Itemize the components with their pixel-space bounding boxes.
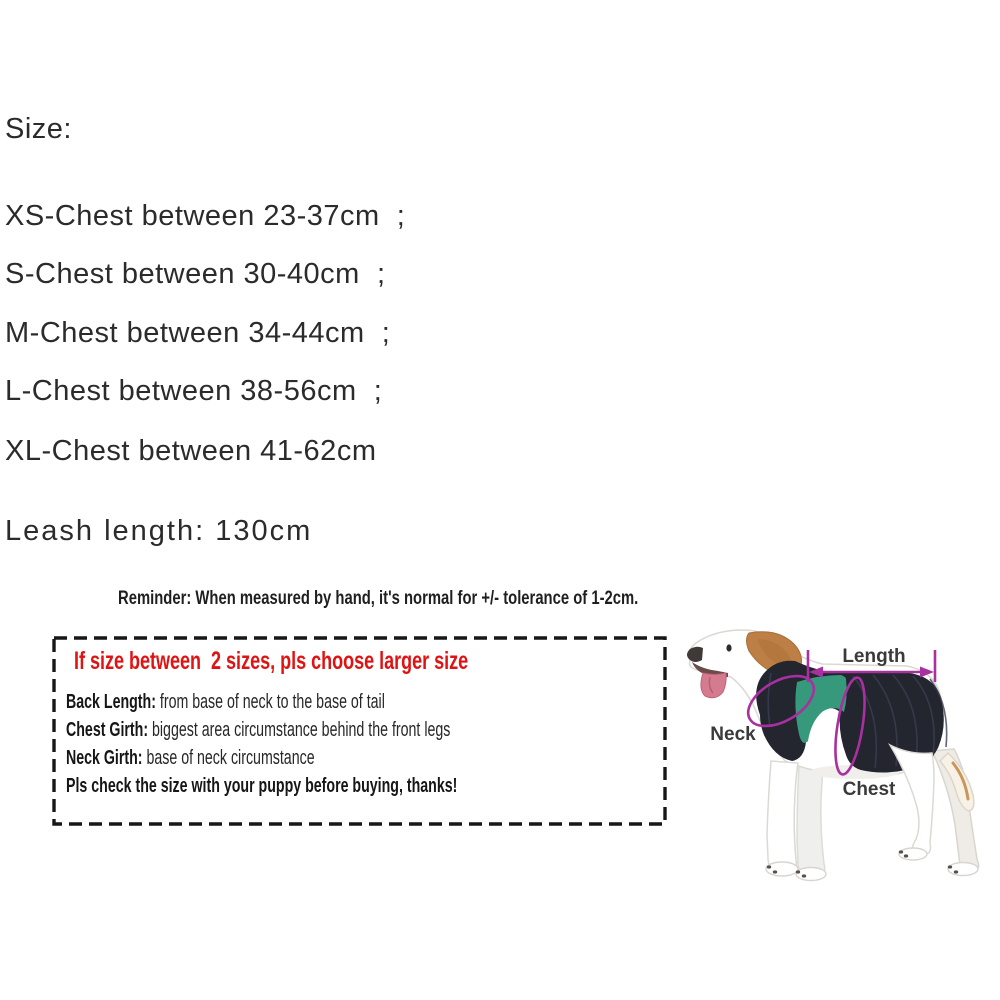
size-heading: Size: — [5, 113, 72, 145]
dog-far-front-leg — [797, 763, 825, 875]
dog-diagram-svg — [670, 615, 1000, 905]
dog-measurement-diagram — [670, 615, 1000, 905]
definition-term: Neck Girth: — [66, 747, 143, 769]
back-length-definition — [66, 691, 385, 714]
neck-label: Neck — [710, 724, 756, 745]
dog-near-front-leg — [767, 761, 798, 871]
chest-label: Chest — [842, 779, 896, 800]
definition-term: Back Length: — [66, 691, 156, 713]
size-line-xl: XL-Chest between 41-62cm — [5, 435, 377, 467]
size-line-xs: XS-Chest between 23-37cm ; — [5, 200, 406, 232]
length-label: Length — [842, 646, 906, 667]
definition-text: from base of neck to the base of tail — [155, 691, 385, 713]
size-line-l: L-Chest between 38-56cm ; — [5, 375, 383, 407]
definition-text: base of neck circumstance — [142, 747, 315, 769]
neck-girth-definition — [66, 747, 315, 770]
definition-text: biggest area circumstance behind the front legs — [148, 719, 451, 741]
info-box-title: If size between 2 sizes, pls choose larger size — [74, 647, 469, 675]
leash-length-line: Leash length: 130cm — [5, 515, 313, 547]
reminder-note: Reminder: When measured by hand, it's normal for +/- tolerance of 1-2cm. — [118, 588, 639, 609]
size-info-box — [52, 636, 667, 826]
definition-term: Chest Girth: — [66, 719, 149, 741]
size-line-m: M-Chest between 34-44cm ; — [5, 317, 391, 349]
dog-eye — [726, 644, 731, 651]
dog-tongue — [701, 673, 726, 698]
size-line-s: S-Chest between 30-40cm ; — [5, 258, 386, 290]
chest-girth-definition — [66, 719, 450, 742]
info-box-footer: Pls check the size with your puppy before buying, thanks! — [66, 775, 458, 797]
